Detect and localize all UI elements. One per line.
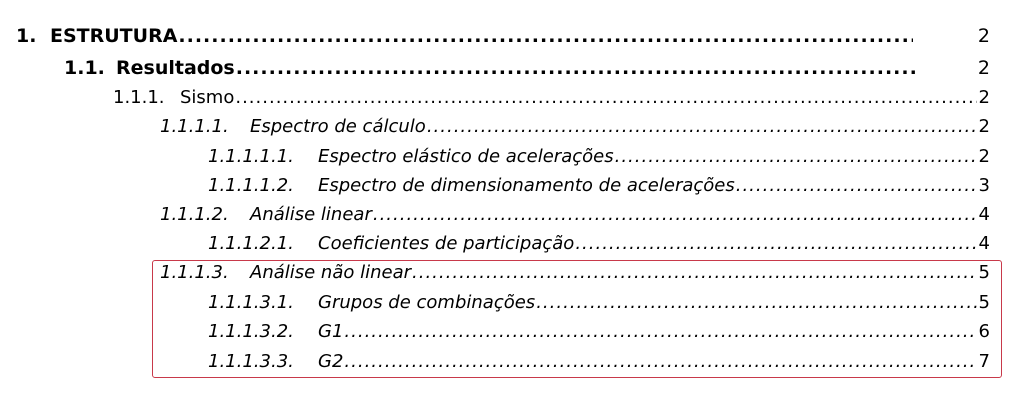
toc-entry-number: 1.1.1.2.: [160, 204, 229, 225]
toc-entry-page: 7: [978, 351, 990, 372]
toc-entry-page: 6: [978, 321, 990, 342]
toc-entry-title: Análise linear: [250, 204, 372, 225]
toc-entry-espectro-elastico[interactable]: [208, 143, 990, 171]
toc-entry-page: 4: [978, 233, 990, 254]
toc-entry-title: Resultados: [116, 57, 235, 79]
toc-entry-page: 2: [977, 57, 990, 79]
dot-leader: [427, 113, 977, 141]
toc-entry-number: 1.1.1.: [113, 87, 165, 108]
dot-leader: [373, 201, 977, 229]
toc-entry-page: 5: [978, 262, 990, 283]
toc-entry-coeficientes[interactable]: [208, 230, 990, 258]
toc-entry-page: 3: [978, 175, 990, 196]
toc-entry-title: Espectro de cálculo: [250, 116, 426, 137]
toc-entry-title: G1: [318, 321, 344, 342]
toc-entry-page: 2: [978, 146, 990, 167]
toc-entry-page: 4: [978, 204, 990, 225]
toc-entry-title: Análise não linear: [250, 262, 412, 283]
toc-entry-page: 5: [978, 292, 990, 313]
toc-entry-espectro-de-calculo[interactable]: [160, 113, 990, 141]
toc-entry-analise-linear[interactable]: [160, 201, 990, 229]
toc-entry-page: 2: [978, 116, 990, 137]
dot-leader: [615, 143, 977, 171]
toc-entry-number: 1.1.1.2.1.: [208, 233, 294, 254]
toc-entry-number: 1.1.1.1.1.: [208, 146, 294, 167]
toc-entry-espectro-dimensionamento[interactable]: [208, 172, 990, 200]
toc-entry-estrutura[interactable]: [16, 22, 990, 50]
toc-entry-resultados[interactable]: [64, 54, 990, 82]
toc-entry-number: 1.1.1.1.: [160, 116, 229, 137]
toc-entry-number: 1.1.1.3.: [160, 262, 229, 283]
toc-entry-sismo[interactable]: [113, 84, 990, 112]
toc-entry-page: 2: [977, 25, 990, 47]
toc-entry-title: Espectro elástico de acelerações: [318, 146, 614, 167]
toc-entry-title: G2: [318, 351, 344, 372]
dot-leader: [736, 172, 977, 200]
highlight-box: [152, 260, 1002, 378]
toc-entry-number: 1.1.1.1.2.: [208, 175, 294, 196]
toc-entry-number: 1.1.1.3.3.: [208, 351, 294, 372]
toc-entry-number: 1.1.1.3.2.: [208, 321, 294, 342]
dot-leader: [575, 230, 976, 258]
toc-entry-number: 1.1.: [64, 57, 105, 79]
toc-entry-title: Coeficientes de participação: [318, 233, 575, 254]
dot-leader: [178, 22, 913, 50]
dot-leader: [235, 84, 976, 112]
toc-entry-title: Grupos de combinações: [318, 292, 536, 313]
toc-entry-number: 1.: [16, 25, 37, 47]
toc-entry-page: 2: [978, 87, 990, 108]
toc-entry-number: 1.1.1.3.1.: [208, 292, 294, 313]
toc-entry-title: Sismo: [180, 87, 235, 108]
toc-entry-title: Espectro de dimensionamento de acelerações: [318, 175, 735, 196]
toc-entry-title: ESTRUTURA: [50, 25, 178, 47]
dot-leader: [236, 54, 916, 82]
